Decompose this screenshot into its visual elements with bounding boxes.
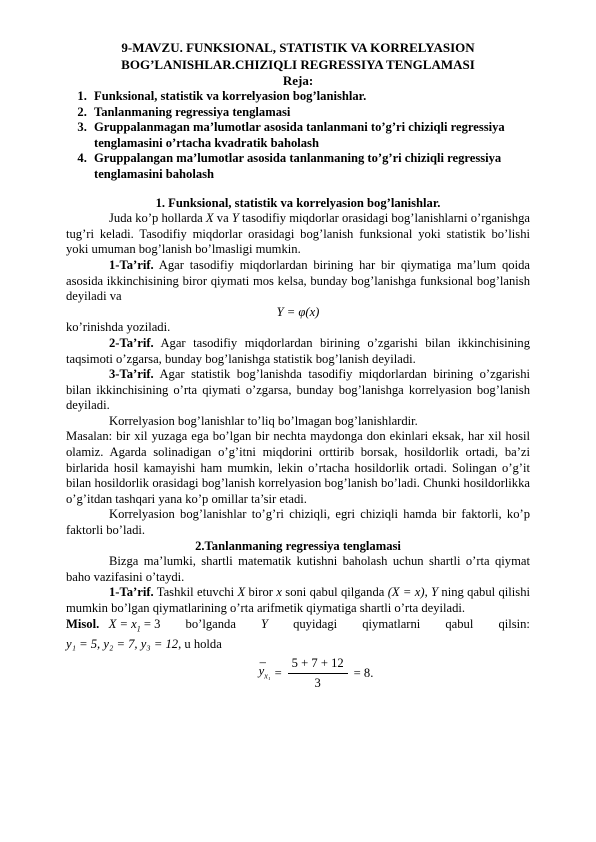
plan-item-1: 1. Funksional, statistik va korrelyasion bog’lanishlar. [90,89,530,105]
condition: (X = x) [387,585,425,600]
example-word: qilsin: [498,616,530,631]
example-label: Misol. [66,616,100,631]
text: tasodifiy miqdorlar orasidagi bog’lanishlarni o’rganishga tug’ri keladi. Tasodifiy miqdorlar orasidagi bog’lanish funksional yoki statistik bo’lishi yoki umuman bog’lanish bo’lmasligi mumkin. [66,211,530,257]
var-lower-x: x [276,585,282,600]
example-word: Y [260,616,268,631]
symbol: y [258,663,265,678]
example-value: = 3 [140,616,161,631]
conditional-mean-formula [102,656,530,691]
correlation-note: Korrelyasion bog’lanishlar to’liq bo’lmagan bog’lanishlardir. [109,413,418,428]
equals-sign: = [274,666,282,681]
var-y: Y [431,585,439,600]
section-1-heading: 1. Funksional, statistik va korrelyasion bog’lanishlar. [155,195,441,210]
section-1-paragraph-1 [66,211,530,258]
definition-1 [66,258,530,305]
text: Juda ko’p hollarda [109,211,206,226]
plan-heading: Reja: [282,73,314,88]
definition-3 [66,367,530,414]
formula-follow-text: ko’rinishda yoziladi. [66,320,171,335]
document-title [66,40,530,73]
text: ning qabul qilishi mumkin bo’lgan qiymatlarining o’rta arifmetik qiymatiga shartli o’rta deyiladi. [66,585,530,615]
text: , u holda [178,636,222,651]
example-start [66,617,160,637]
var-y: Y [231,211,239,226]
section-2-heading: 2.Tanlanmaning regressiya tenglamasi [195,538,401,553]
definition-label: 1-Ta’rif. [109,585,154,600]
plan-item-2: 2. Tanlanmaning regressiya tenglamasi [90,105,530,121]
text: , [424,585,432,600]
definition-label: 3-Ta’rif. [109,367,154,382]
definition-label: 2-Ta’rif. [109,335,154,350]
y-values: y₁ = 5, y₂ = 7, y₃ = 12 [66,636,179,651]
definition-text: Agar tasodifiy miqdorlardan birining o’zgarishi bilan ikkinchisining taqsimoti o’zgarsa, bunday bog’lanishga statistik bog’lanish deyiladi. [66,335,530,366]
section-2-paragraph-1: Bizga ma’lumki, shartli matematik kutishni baholash uchun shartli o’rta qiymat baho vazifasini o’taydi. [66,554,530,584]
symbol-subscript: x₁ [264,671,271,681]
text: va [213,211,232,226]
section-2-definition-1 [66,585,530,616]
plan-item-3: 3. Gruppalanmagan ma’lumotlar asosida tanlanmani to’g’ri chiziqli regressiya tenglamasini o’rtacha kvadratik baholash [90,120,530,151]
fraction [288,656,348,691]
definition-label: 1-Ta’rif. [109,257,154,272]
var-x: X [237,585,246,600]
example-line [66,617,530,637]
example-word: quyidagi [293,616,338,631]
example-paragraph: Masalan: bir xil yuzaga ega bo’lgan bir nechta maydonga don ekinlari eksak, har xil hosil olamiz. Agarda solinadigan o’g’itni miqdorini orttirib borsak, hosildorlik ortadi, ba’zi birlarida hosil kamayishi ham mumkin, lekin o’rtacha hosildorlik ortadi. Solingan o’g’it bilan hosildorlik orasidagi bog’lanish korrelyasion bog’lanish bo’ladi. Chunki hosildorlikka o’g’itdan tashqari yana ko’p omillar ta’sir etadi. [66,429,530,506]
var-x: X [205,211,214,226]
correlation-types: Korrelyasion bog’lanishlar to’g’ri chiziqli, egri chiziqli hamda bir faktorli, ko’p faktorli bo’ladi. [66,507,530,538]
definition-2 [66,336,530,367]
title-line-2: BOG’LANISHLAR.CHIZIQLI REGRESSIYA TENGLAMASI [121,56,475,72]
example-equation: X = x [108,616,137,631]
conditional-mean-symbol [258,654,275,684]
overbar: – [259,654,266,669]
example-word: qabul [445,616,474,631]
text: soni qabul qilganda [281,585,388,600]
text: biror [245,585,277,600]
formula-functional: Y = φ(x) [276,304,320,319]
example-word: bo’lganda [185,616,236,631]
definition-text: Agar statistik bog’lanishda tasodifiy miqdorlardan birining o’zgarishi bilan ikkinchisining o’rta qiymati o’zgarsa, bunday bog’lanishga korrelyasion bog’lanish deyiladi. [66,367,530,413]
title-line-1: 9-MAVZU. FUNKSIONAL, STATISTIK VA KORRELYASION [121,40,475,55]
fraction-result: = 8. [353,666,374,681]
example-subscript: 1 [136,624,141,634]
text: Tashkil etuvchi [153,585,238,600]
fraction-denominator: 3 [314,675,321,690]
definition-text: Agar tasodifiy miqdorlardan birining har bir qiymatiga ma’lum qoida asosida ikkinchisining biror qiymati mos kelsa, bunday bog’lanishga funksional bog’lanish deyiladi va [66,257,530,304]
fraction-numerator: 5 + 7 + 12 [288,656,348,674]
plan-list [66,89,530,183]
example-values [66,637,530,653]
plan-item-4: 4. Gruppalangan ma’lumotlar asosida tanlanmaning to’g’ri chiziqli regressiya tenglamasini baholash [90,151,530,182]
example-word: qiymatlarni [362,616,421,631]
